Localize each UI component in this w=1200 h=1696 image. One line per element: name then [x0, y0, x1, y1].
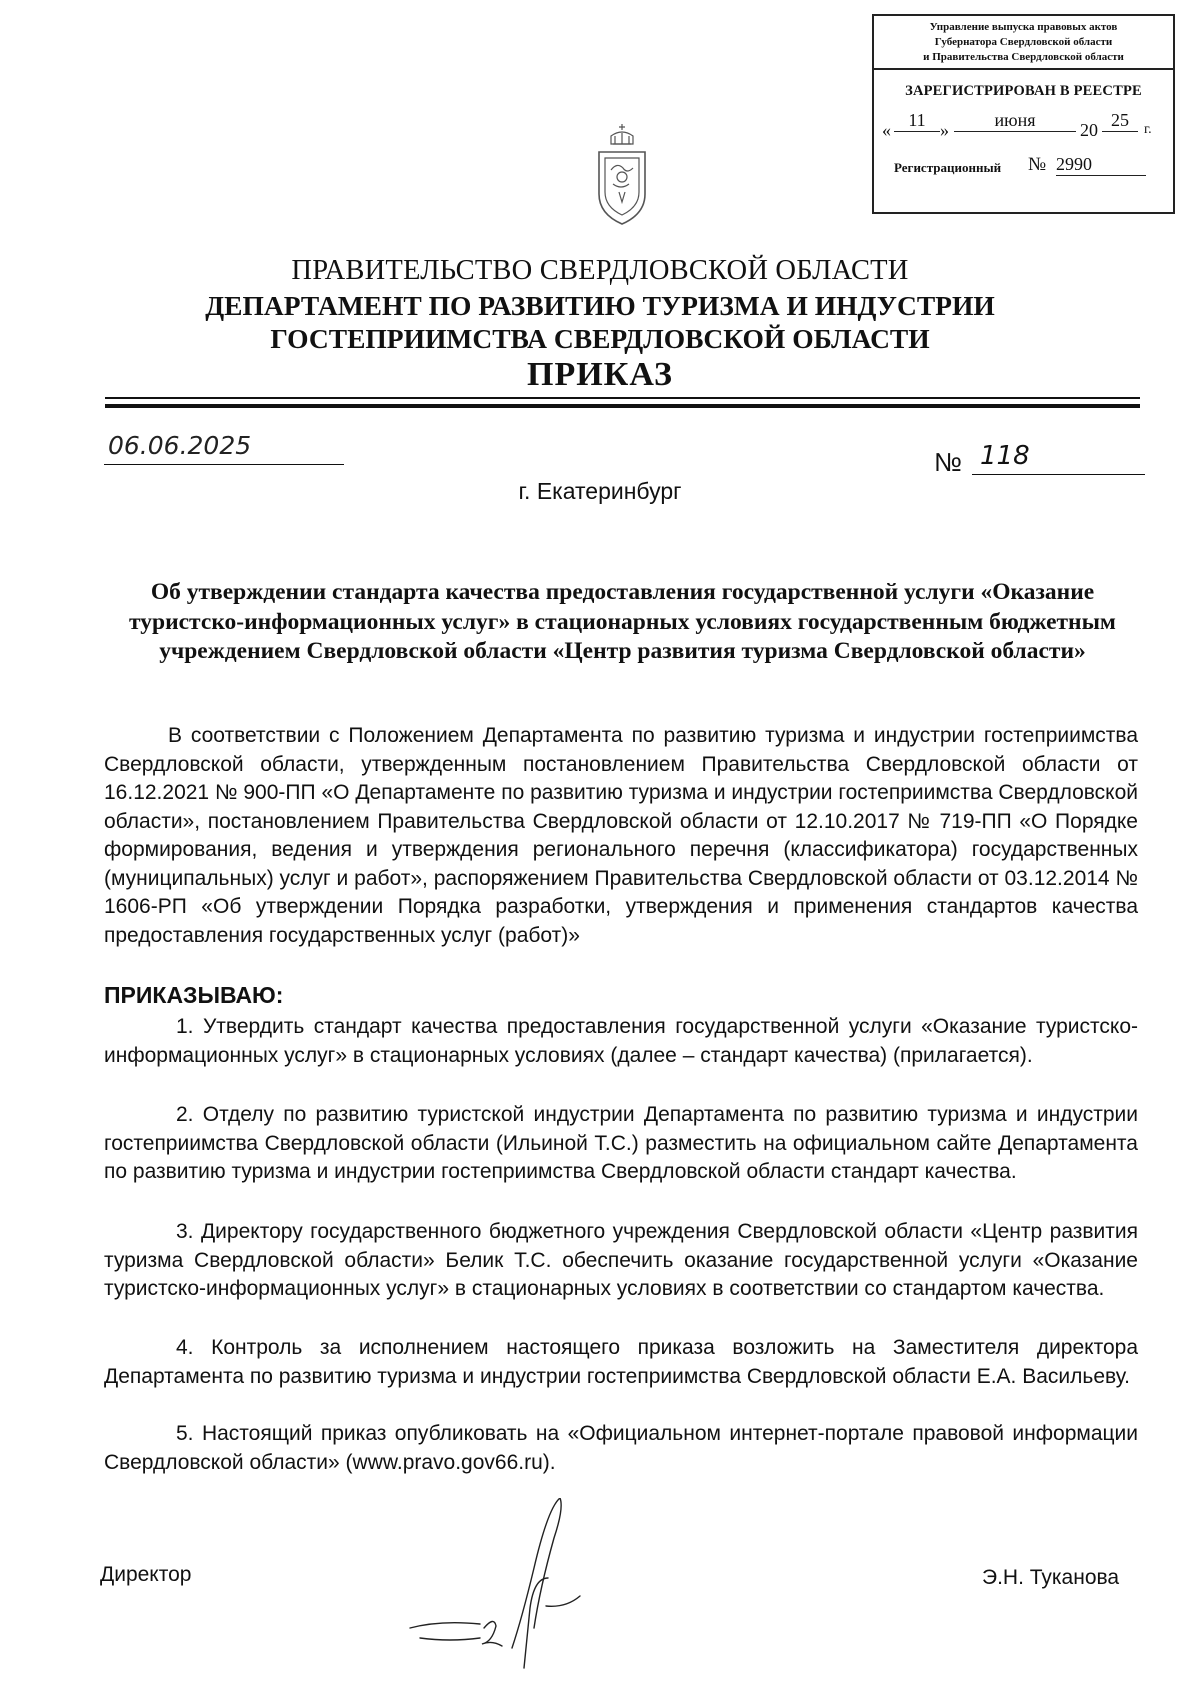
registration-stamp — [872, 14, 1175, 214]
stamp-reg-number-value: 2990 — [1056, 154, 1146, 176]
stamp-reg-number — [874, 152, 1173, 182]
stamp-day: 11 — [894, 110, 940, 132]
document-number-label: № — [934, 447, 962, 477]
stamp-quote-open: « — [882, 120, 891, 140]
stamp-header-line2: Губернатора Свердловской области — [934, 36, 1113, 48]
stamp-reg-label: Регистрационный — [894, 160, 1002, 175]
handwritten-signature — [400, 1498, 640, 1673]
order-item-4: 4. Контроль за исполнением настоящего приказа возложить на Заместителя директора Департамента по развитию туризма и индустрии гостеприимства Свердловской области Е.А. Васильеву. — [104, 1336, 1138, 1388]
stamp-month: июня — [954, 110, 1076, 132]
order-item-5: 5. Настоящий приказ опубликовать на «Официальном интернет-портале правовой информации Свердловской области» (www.pravo.gov66.ru). — [104, 1422, 1138, 1474]
stamp-date — [874, 110, 1173, 144]
document-date: 06.06.2025 — [104, 428, 344, 465]
city: г. Екатеринбург — [518, 478, 682, 504]
department-name-line2: ГОСТЕПРИИМСТВА СВЕРДЛОВСКОЙ ОБЛАСТИ — [270, 323, 930, 354]
stamp-registered-label: ЗАРЕГИСТРИРОВАН В РЕЕСТРЕ — [905, 83, 1142, 99]
preamble-paragraph: В соответствии с Положением Департамента по развитию туризма и индустрии гостеприимства Свердловской области, утвержденным постановлением Правительства Свердловской области от 16.12.2021 № 900-ПП «О Департаменте по развитию туризма и индустрии гостеприимства Свердловской области», постановлением Правительства Свердловской области от 12.10.2017 № 719-ПП «О Порядке формирования, ведения и утверждения регионального перечня (классификатора) государственных (муниципальных) услуг и работ», распоряжением Правительства Свердловской области от 03.12.2014 № 1606-РП «Об утверждении Порядка разработки, утверждения и применения стандартов качества предоставления государственных услуг (работ)» — [104, 724, 1138, 947]
document-number: 118 — [972, 438, 1145, 475]
stamp-num-sign: № — [1028, 154, 1047, 175]
header-rule-thin — [105, 397, 1140, 399]
stamp-year-prefix: 20 — [1080, 120, 1098, 140]
order-heading: ПРИКАЗЫВАЮ: — [104, 982, 284, 1008]
document-title: Об утверждении стандарта качества предоставления государственной услуги «Оказание туристско-информационных услуг» в стационарных условиях государственным бюджетным учреждением Свердловской области «Центр развития туризма Свердловской области» — [129, 579, 1116, 664]
coat-of-arms-emblem — [589, 122, 655, 230]
government-name: ПРАВИТЕЛЬСТВО СВЕРДЛОВСКОЙ ОБЛАСТИ — [291, 255, 909, 286]
stamp-header — [874, 16, 1173, 70]
stamp-year-unit: г. — [1144, 122, 1152, 137]
stamp-year-suffix: 25 — [1102, 110, 1138, 132]
document-type: ПРИКАЗ — [527, 356, 673, 393]
header-rule-thick — [105, 404, 1140, 408]
signatory-name: Э.Н. Туканова — [982, 1566, 1120, 1589]
signatory-title: Директор — [100, 1563, 192, 1586]
stamp-header-line3: и Правительства Свердловской области — [923, 51, 1124, 63]
order-item-2: 2. Отделу по развитию туристской индустрии Департамента по развитию туризма и индустрии гостеприимства Свердловской области (Ильиной Т.С.) разместить на официальном сайте Департамента по развитию туризма и индустрии гостеприимства Свердловской области стандарт качества. — [104, 1103, 1138, 1183]
department-name-line1: ДЕПАРТАМЕНТ ПО РАЗВИТИЮ ТУРИЗМА И ИНДУСТРИИ — [205, 290, 995, 321]
stamp-quote-close: » — [940, 120, 949, 140]
order-item-1: 1. Утвердить стандарт качества предоставления государственной услуги «Оказание туристско-информационных услуг» в стационарных условиях (далее – стандарт качества) (прилагается). — [104, 1015, 1138, 1067]
stamp-header-line1: Управление выпуска правовых актов — [929, 21, 1118, 33]
order-item-3: 3. Директору государственного бюджетного учреждения Свердловской области «Центр развития туризма Свердловской области» Белик Т.С. обеспечить оказание государственной услуги «Оказание туристско-информационных услуг» в стационарных условиях в соответствии со стандартом качества. — [104, 1220, 1138, 1300]
